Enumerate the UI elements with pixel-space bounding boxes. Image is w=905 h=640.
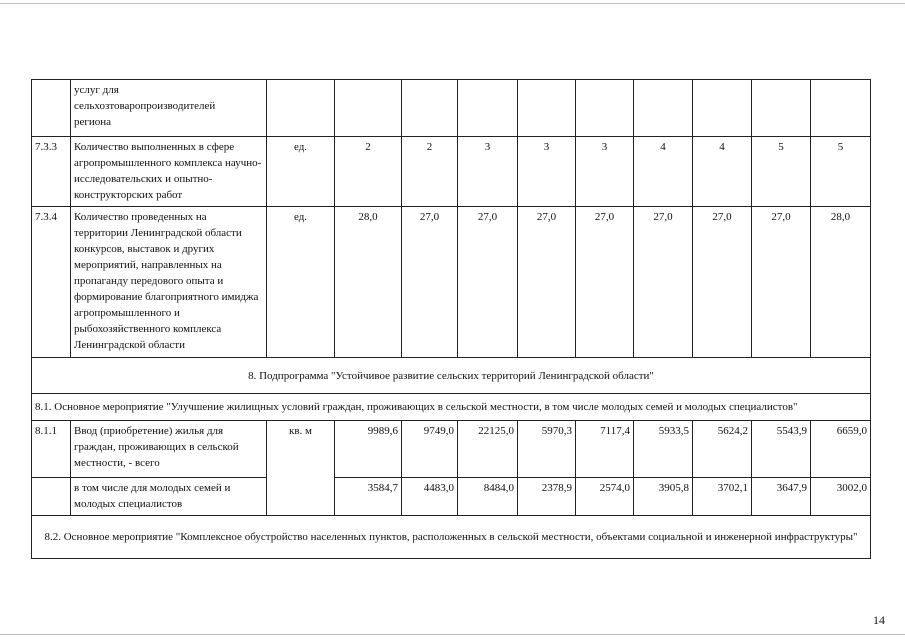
value-cell: 3002,0 xyxy=(811,478,871,516)
value-cell: 5 xyxy=(811,137,871,207)
value-cell: 27,0 xyxy=(402,207,458,358)
code-cell: 7.3.4 xyxy=(32,207,71,358)
indicators-table xyxy=(31,79,871,559)
value-cell: 22125,0 xyxy=(458,421,518,478)
table-row xyxy=(32,421,871,478)
value-cell: 6659,0 xyxy=(811,421,871,478)
bottom-scan-edge xyxy=(0,634,905,635)
value-cell: 28,0 xyxy=(811,207,871,358)
indicator-name-cell: услуг для сельхозтоваропроизводителей региона xyxy=(71,80,267,137)
value-cell: 3 xyxy=(518,137,576,207)
top-scan-edge xyxy=(0,3,905,4)
value-cell: 2378,9 xyxy=(518,478,576,516)
value-cell: 2 xyxy=(335,137,402,207)
value-cell: 3702,1 xyxy=(693,478,752,516)
value-cell: 4 xyxy=(693,137,752,207)
indicator-name-cell: Количество выполненных в сфере агропромышленного комплекса научно-исследовательских и опытно-конструкторских работ xyxy=(71,137,267,207)
value-cell: 7117,4 xyxy=(576,421,634,478)
value-cell: 2574,0 xyxy=(576,478,634,516)
value-cell: 27,0 xyxy=(693,207,752,358)
value-cell: 27,0 xyxy=(634,207,693,358)
subprogram-heading: 8. Подпрограмма "Устойчивое развитие сельских территорий Ленинградской области" xyxy=(32,358,871,394)
value-cell: 2 xyxy=(402,137,458,207)
indicator-name-cell: Ввод (приобретение) жилья для граждан, проживающих в сельской местности, - всего xyxy=(71,421,267,478)
value-cell: 3905,8 xyxy=(634,478,693,516)
value-cell: 5543,9 xyxy=(752,421,811,478)
value-cell: 27,0 xyxy=(518,207,576,358)
value-cell: 27,0 xyxy=(458,207,518,358)
value-cell: 4 xyxy=(634,137,693,207)
value-cell: 5970,3 xyxy=(518,421,576,478)
value-cell: 5 xyxy=(752,137,811,207)
value-cell: 3 xyxy=(576,137,634,207)
value-cell: 3 xyxy=(458,137,518,207)
value-cell: 28,0 xyxy=(335,207,402,358)
value-cell: 8484,0 xyxy=(458,478,518,516)
measure-heading: 8.1. Основное мероприятие "Улучшение жилищных условий граждан, проживающих в сельской местности, в том числе молодых семей и молодых специалистов" xyxy=(32,394,871,421)
unit-cell: кв. м xyxy=(267,421,335,516)
measure-heading: 8.2. Основное мероприятие "Комплексное обустройство населенных пунктов, расположенных в сельской местности, объектами социальной и инженерной инфраструктуры" xyxy=(32,516,871,559)
value-cell: 27,0 xyxy=(576,207,634,358)
table-row xyxy=(32,207,871,358)
unit-cell: ед. xyxy=(267,137,335,207)
code-cell: 7.3.3 xyxy=(32,137,71,207)
value-cell: 5624,2 xyxy=(693,421,752,478)
section-row xyxy=(32,394,871,421)
value-cell: 3647,9 xyxy=(752,478,811,516)
indicator-name-cell: Количество проведенных на территории Ленинградской области конкурсов, выставок и других мероприятий, направленных на пропаганду передового опыта и формирование благоприятного имиджа агропромышленного и рыбохозяйственного комплекса Ленинградской области xyxy=(71,207,267,358)
table-row xyxy=(32,137,871,207)
value-cell: 3584,7 xyxy=(335,478,402,516)
unit-cell: ед. xyxy=(267,207,335,358)
value-cell: 9989,6 xyxy=(335,421,402,478)
table-row xyxy=(32,478,871,516)
value-cell: 5933,5 xyxy=(634,421,693,478)
code-cell xyxy=(32,478,71,516)
indicator-name-cell: в том числе для молодых семей и молодых специалистов xyxy=(71,478,267,516)
value-cell: 27,0 xyxy=(752,207,811,358)
value-cell: 9749,0 xyxy=(402,421,458,478)
value-cell: 4483,0 xyxy=(402,478,458,516)
code-cell xyxy=(32,80,71,137)
table-row xyxy=(32,80,871,137)
section-row xyxy=(32,516,871,559)
section-row xyxy=(32,358,871,394)
code-cell: 8.1.1 xyxy=(32,421,71,478)
page-number: 14 xyxy=(873,613,885,627)
